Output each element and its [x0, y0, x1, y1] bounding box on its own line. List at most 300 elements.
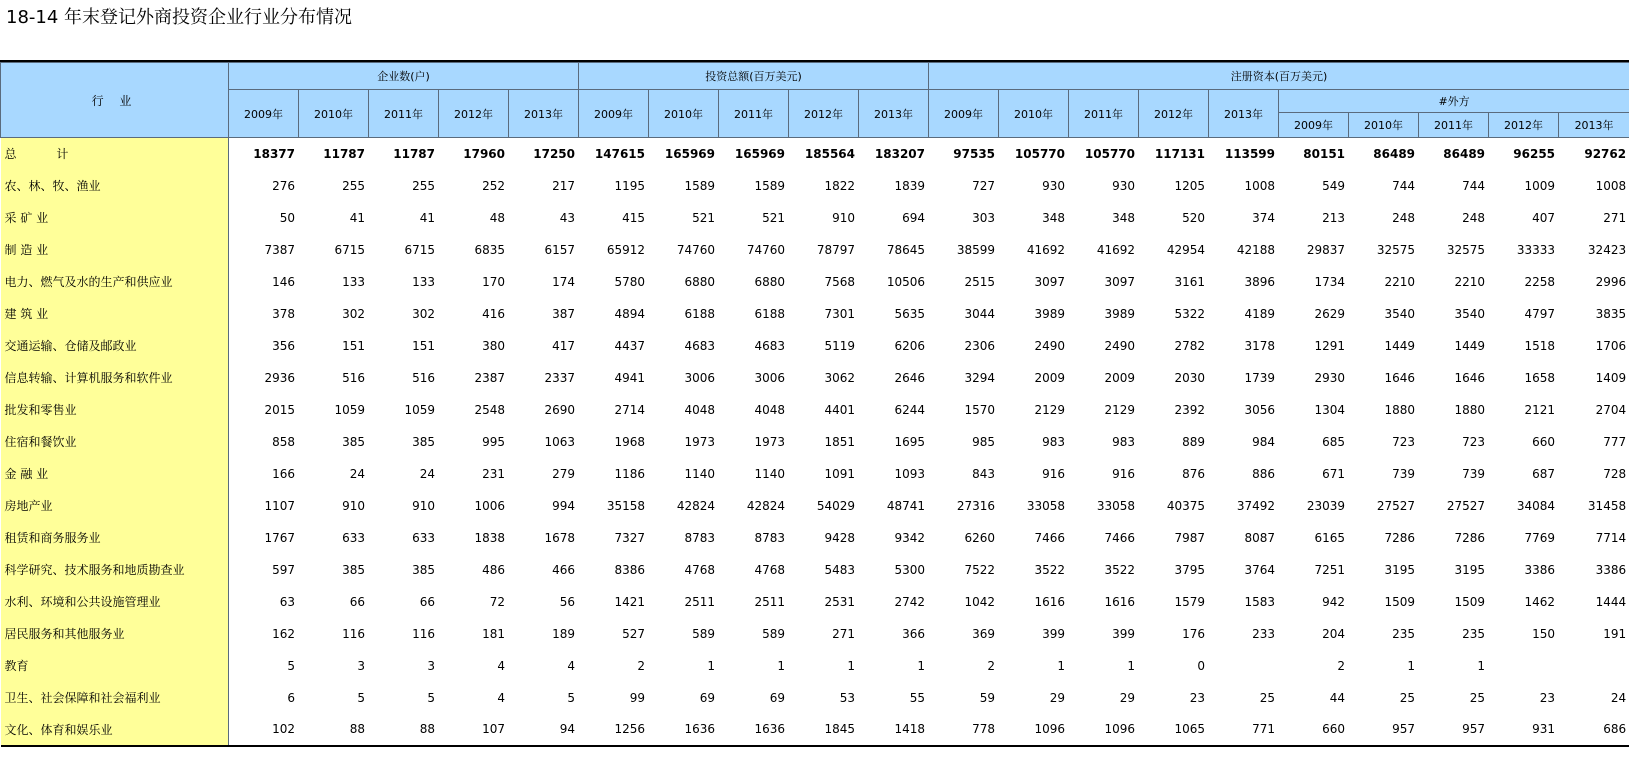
value-cell: 348 — [1112, 210, 1136, 225]
year-header-investment-2013: 2013年 — [859, 90, 929, 138]
year-header-enterprises-2012: 2012年 — [439, 90, 509, 138]
value-cell: 133 — [412, 274, 435, 289]
value-cell: 113599 — [1224, 146, 1276, 161]
value-cell: 1583 — [1244, 594, 1276, 609]
value-cell: 6165 — [1314, 530, 1346, 545]
investment-group-header: 投资总额(百万美元) — [579, 63, 929, 90]
value-cell: 105770 — [1014, 146, 1066, 161]
value-cell: 3386 — [1595, 562, 1627, 577]
table-row — [1, 426, 1629, 458]
value-cell: 5780 — [614, 274, 645, 289]
value-cell: 385 — [342, 562, 365, 577]
value-cell: 4 — [497, 658, 505, 673]
value-cell: 8783 — [754, 530, 785, 545]
value-cell: 3161 — [1174, 274, 1206, 289]
value-cell: 1 — [1127, 658, 1136, 673]
value-cell: 1 — [1057, 658, 1066, 673]
value-cell: 771 — [1209, 714, 1279, 746]
value-cell: 1968 — [614, 434, 645, 449]
value-cell: 660 — [1532, 434, 1556, 449]
year-header-enterprises-2009: 2009年 — [229, 90, 299, 138]
value-cell: 2930 — [1314, 370, 1346, 385]
value-cell: 2 — [987, 658, 996, 673]
value-cell: 1739 — [1244, 370, 1276, 385]
value-cell: 407 — [1532, 210, 1556, 225]
value-cell: 9342 — [894, 530, 926, 545]
value-cell: 271 — [832, 626, 855, 641]
value-cell: 3195 — [1454, 562, 1486, 577]
value-cell: 248 — [1392, 210, 1416, 225]
value-cell: 3896 — [1244, 274, 1276, 289]
value-cell — [1489, 650, 1559, 682]
value-cell: 102 — [229, 714, 299, 746]
value-cell: 1140 — [684, 466, 715, 481]
value-cell: 1096 — [999, 714, 1069, 746]
year-header-enterprises-2010: 2010年 — [299, 90, 369, 138]
value-cell: 32423 — [1587, 242, 1627, 257]
value-cell: 1059 — [334, 402, 365, 417]
value-cell: 2704 — [1595, 402, 1627, 417]
value-cell: 37492 — [1236, 498, 1276, 513]
enterprises-group-header: 企业数(户) — [229, 63, 579, 90]
industry-name-cell: 电力、燃气及水的生产和供应业 — [1, 266, 229, 298]
value-cell: 34084 — [1516, 498, 1556, 513]
value-cell: 7466 — [1034, 530, 1066, 545]
value-cell: 2548 — [474, 402, 505, 417]
value-cell: 369 — [972, 626, 996, 641]
value-cell: 1616 — [1104, 594, 1136, 609]
industry-name-cell: 卫生、社会保障和社会福利业 — [1, 682, 229, 714]
value-cell: 176 — [1182, 626, 1206, 641]
value-cell: 3006 — [754, 370, 785, 385]
value-cell: 930 — [1112, 178, 1136, 193]
value-cell: 6244 — [894, 402, 926, 417]
value-cell: 2742 — [894, 594, 926, 609]
value-cell: 1509 — [1384, 594, 1416, 609]
value-cell: 2306 — [964, 338, 996, 353]
value-cell: 183207 — [874, 146, 926, 161]
table-row — [1, 298, 1629, 330]
value-cell: 5483 — [824, 562, 855, 577]
value-cell: 97535 — [953, 146, 996, 161]
year-header-enterprises-2013: 2013年 — [509, 90, 579, 138]
value-cell: 24 — [1610, 690, 1627, 705]
industry-name-cell: 批发和零售业 — [1, 394, 229, 426]
value-cell: 2531 — [824, 594, 855, 609]
value-cell: 63 — [279, 594, 295, 609]
value-cell: 255 — [342, 178, 365, 193]
value-cell: 385 — [412, 434, 435, 449]
value-cell: 2337 — [544, 370, 575, 385]
value-cell: 589 — [692, 626, 715, 641]
value-cell: 185564 — [804, 146, 855, 161]
value-cell: 25 — [1259, 690, 1276, 705]
value-cell: 74760 — [676, 242, 715, 257]
value-cell: 3097 — [1034, 274, 1066, 289]
table-row — [1, 586, 1629, 618]
value-cell: 385 — [342, 434, 365, 449]
value-cell: 174 — [552, 274, 575, 289]
value-cell: 6715 — [334, 242, 365, 257]
value-cell: 4048 — [754, 402, 785, 417]
value-cell: 1616 — [1034, 594, 1066, 609]
value-cell: 1186 — [614, 466, 645, 481]
value-cell: 957 — [1349, 714, 1419, 746]
value-cell: 33058 — [1096, 498, 1136, 513]
value-cell: 1449 — [1384, 338, 1416, 353]
value-cell: 4768 — [684, 562, 715, 577]
value-cell: 4048 — [684, 402, 715, 417]
value-cell: 162 — [272, 626, 295, 641]
value-cell: 744 — [1462, 178, 1486, 193]
value-cell: 18377 — [253, 146, 295, 161]
value-cell: 3062 — [824, 370, 855, 385]
value-cell: 271 — [1603, 210, 1627, 225]
page-title: 18-14 年末登记外商投资企业行业分布情况 — [6, 7, 353, 28]
value-cell: 843 — [972, 466, 996, 481]
value-cell: 3989 — [1034, 306, 1066, 321]
value-cell: 2392 — [1174, 402, 1206, 417]
value-cell: 35158 — [606, 498, 645, 513]
value-cell: 660 — [1279, 714, 1349, 746]
value-cell: 1570 — [964, 402, 996, 417]
value-cell: 11787 — [323, 146, 365, 161]
value-cell: 4437 — [614, 338, 645, 353]
value-cell: 66 — [349, 594, 365, 609]
year-header-foreign-2010: 2010年 — [1349, 113, 1419, 138]
registered-capital-group-header: 注册资本(百万美元) — [929, 63, 1629, 90]
value-cell: 1839 — [894, 178, 926, 193]
value-cell: 78797 — [816, 242, 855, 257]
value-cell: 1091 — [824, 466, 855, 481]
value-cell: 11787 — [393, 146, 435, 161]
value-cell: 27316 — [956, 498, 996, 513]
table-row — [1, 362, 1629, 394]
value-cell: 486 — [482, 562, 505, 577]
value-cell: 1734 — [1314, 274, 1346, 289]
value-cell: 5 — [287, 658, 295, 673]
value-cell: 2490 — [1104, 338, 1136, 353]
value-cell: 92762 — [1584, 146, 1627, 161]
value-cell: 1065 — [1139, 714, 1209, 746]
value-cell: 2490 — [1034, 338, 1066, 353]
value-cell: 33333 — [1516, 242, 1556, 257]
value-cell: 930 — [1042, 178, 1066, 193]
value-cell: 7286 — [1454, 530, 1486, 545]
industry-name-cell: 建 筑 业 — [1, 298, 229, 330]
table-row — [1, 522, 1629, 554]
value-cell: 1140 — [754, 466, 785, 481]
value-cell: 1093 — [894, 466, 926, 481]
value-cell: 910 — [342, 498, 365, 513]
value-cell: 983 — [1042, 434, 1066, 449]
value-cell: 151 — [412, 338, 435, 353]
value-cell: 65912 — [606, 242, 645, 257]
value-cell: 994 — [552, 498, 575, 513]
value-cell: 151 — [342, 338, 365, 353]
value-cell: 910 — [412, 498, 435, 513]
value-cell: 7769 — [1524, 530, 1556, 545]
table-row — [1, 618, 1629, 650]
value-cell: 633 — [412, 530, 435, 545]
value-cell: 233 — [1252, 626, 1276, 641]
value-cell: 6 — [287, 690, 295, 705]
value-cell: 9428 — [824, 530, 855, 545]
value-cell: 2646 — [894, 370, 926, 385]
value-cell: 6188 — [684, 306, 715, 321]
value-cell: 54029 — [816, 498, 855, 513]
value-cell: 983 — [1112, 434, 1136, 449]
value-cell: 3522 — [1104, 562, 1136, 577]
value-cell: 50 — [279, 210, 295, 225]
value-cell — [1559, 650, 1629, 682]
value-cell: 910 — [832, 210, 855, 225]
value-cell: 1009 — [1524, 178, 1556, 193]
value-cell: 2511 — [684, 594, 715, 609]
foreign-party-group-header: #外方 — [1279, 90, 1629, 113]
value-cell: 24 — [419, 466, 435, 481]
value-cell: 348 — [1042, 210, 1066, 225]
industry-name-cell: 总 计 — [1, 138, 229, 170]
year-header-foreign-2012: 2012年 — [1489, 113, 1559, 138]
value-cell: 66 — [419, 594, 435, 609]
value-cell: 48 — [489, 210, 505, 225]
value-cell: 466 — [552, 562, 575, 577]
value-cell: 671 — [1322, 466, 1346, 481]
value-cell: 42824 — [746, 498, 785, 513]
value-cell: 235 — [1392, 626, 1416, 641]
value-cell: 4683 — [754, 338, 785, 353]
value-cell: 86489 — [1443, 146, 1486, 161]
value-cell: 133 — [342, 274, 365, 289]
value-cell: 2714 — [614, 402, 645, 417]
value-cell: 166 — [272, 466, 295, 481]
industry-name-cell: 交通运输、仓储及邮政业 — [1, 330, 229, 362]
value-cell: 3195 — [1384, 562, 1416, 577]
value-cell: 527 — [622, 626, 645, 641]
value-cell: 25 — [1399, 690, 1416, 705]
value-cell: 1195 — [614, 178, 645, 193]
value-cell: 4 — [497, 690, 505, 705]
value-cell: 235 — [1462, 626, 1486, 641]
value-cell: 74760 — [746, 242, 785, 257]
value-cell: 6715 — [404, 242, 435, 257]
value-cell: 3 — [357, 658, 365, 673]
value-cell: 6880 — [754, 274, 785, 289]
value-cell: 181 — [482, 626, 505, 641]
table-row — [1, 138, 1629, 170]
value-cell: 4189 — [1244, 306, 1276, 321]
value-cell: 942 — [1322, 594, 1346, 609]
value-cell: 7466 — [1104, 530, 1136, 545]
value-cell: 217 — [552, 178, 575, 193]
value-cell: 27527 — [1376, 498, 1416, 513]
value-cell: 1851 — [824, 434, 855, 449]
value-cell: 520 — [1182, 210, 1206, 225]
value-cell: 4768 — [754, 562, 785, 577]
value-cell: 886 — [1252, 466, 1276, 481]
value-cell: 24 — [349, 466, 365, 481]
industry-name-cell: 科学研究、技术服务和地质勘查业 — [1, 554, 229, 586]
value-cell: 1096 — [1069, 714, 1139, 746]
table-row — [1, 202, 1629, 234]
value-cell: 116 — [342, 626, 365, 641]
value-cell: 2936 — [264, 370, 295, 385]
value-cell: 1767 — [264, 530, 295, 545]
value-cell: 94 — [509, 714, 579, 746]
value-cell: 1444 — [1595, 594, 1627, 609]
value-cell: 549 — [1322, 178, 1346, 193]
industry-name-cell: 制 造 业 — [1, 234, 229, 266]
value-cell: 1589 — [684, 178, 715, 193]
value-cell: 72 — [489, 594, 505, 609]
value-cell: 417 — [552, 338, 575, 353]
value-cell: 5119 — [824, 338, 855, 353]
value-cell: 1695 — [894, 434, 926, 449]
value-cell: 521 — [762, 210, 785, 225]
value-cell: 10506 — [886, 274, 926, 289]
value-cell: 17250 — [533, 146, 575, 161]
value-cell: 96255 — [1513, 146, 1556, 161]
value-cell: 2515 — [964, 274, 996, 289]
value-cell: 1646 — [1454, 370, 1486, 385]
value-cell: 1706 — [1595, 338, 1627, 353]
value-cell: 27527 — [1446, 498, 1486, 513]
industry-name-cell: 教育 — [1, 650, 229, 682]
value-cell: 399 — [1112, 626, 1136, 641]
value-cell: 42954 — [1166, 242, 1206, 257]
industry-name-cell: 租赁和商务服务业 — [1, 522, 229, 554]
industry-name-cell: 信息转输、计算机服务和软件业 — [1, 362, 229, 394]
value-cell: 146 — [272, 274, 295, 289]
value-cell: 279 — [552, 466, 575, 481]
value-cell: 1 — [707, 658, 715, 673]
value-cell: 7327 — [614, 530, 645, 545]
value-cell: 3 — [427, 658, 435, 673]
value-cell: 7387 — [264, 242, 295, 257]
value-cell: 1304 — [1314, 402, 1346, 417]
value-cell: 1838 — [474, 530, 505, 545]
value-cell: 2009 — [1034, 370, 1066, 385]
value-cell: 1636 — [649, 714, 719, 746]
value-cell: 916 — [1112, 466, 1136, 481]
year-header-investment-2011: 2011年 — [719, 90, 789, 138]
value-cell: 1509 — [1454, 594, 1486, 609]
value-cell: 6157 — [544, 242, 575, 257]
value-cell: 29 — [1049, 690, 1066, 705]
value-cell: 7301 — [824, 306, 855, 321]
year-header-registered-2012: 2012年 — [1139, 90, 1209, 138]
value-cell: 2690 — [544, 402, 575, 417]
value-cell: 116 — [412, 626, 435, 641]
value-cell: 4401 — [824, 402, 855, 417]
value-cell: 1008 — [1595, 178, 1627, 193]
year-header-investment-2010: 2010年 — [649, 90, 719, 138]
value-cell: 385 — [412, 562, 435, 577]
value-cell: 3097 — [1104, 274, 1136, 289]
value-cell: 1059 — [404, 402, 435, 417]
value-cell: 55 — [909, 690, 926, 705]
value-cell: 957 — [1419, 714, 1489, 746]
industry-name-cell: 住宿和餐饮业 — [1, 426, 229, 458]
value-cell: 42824 — [676, 498, 715, 513]
year-header-investment-2009: 2009年 — [579, 90, 649, 138]
value-cell: 2 — [1337, 658, 1346, 673]
value-cell: 3835 — [1595, 306, 1627, 321]
value-cell: 29 — [1119, 690, 1136, 705]
table-row — [1, 554, 1629, 586]
value-cell: 88 — [369, 714, 439, 746]
year-header-registered-2010: 2010年 — [999, 90, 1069, 138]
industry-name-cell: 金 融 业 — [1, 458, 229, 490]
value-cell: 4894 — [614, 306, 645, 321]
value-cell: 165969 — [664, 146, 715, 161]
value-cell: 597 — [272, 562, 295, 577]
value-cell: 3056 — [1244, 402, 1276, 417]
year-header-investment-2012: 2012年 — [789, 90, 859, 138]
value-cell: 165969 — [734, 146, 785, 161]
table-row — [1, 234, 1629, 266]
value-cell: 1518 — [1524, 338, 1556, 353]
value-cell: 23 — [1539, 690, 1556, 705]
industry-name-cell: 居民服务和其他服务业 — [1, 618, 229, 650]
value-cell: 99 — [629, 690, 645, 705]
table-row — [1, 682, 1629, 714]
value-cell: 42188 — [1236, 242, 1276, 257]
value-cell: 17960 — [463, 146, 505, 161]
value-cell: 1973 — [684, 434, 715, 449]
value-cell: 252 — [482, 178, 505, 193]
value-cell: 2782 — [1174, 338, 1206, 353]
value-cell: 416 — [482, 306, 505, 321]
value-cell: 727 — [972, 178, 996, 193]
value-cell: 1107 — [264, 498, 295, 513]
year-header-registered-2013: 2013年 — [1209, 90, 1279, 138]
value-cell: 2511 — [754, 594, 785, 609]
value-cell: 2015 — [264, 402, 295, 417]
year-header-enterprises-2011: 2011年 — [369, 90, 439, 138]
value-cell: 29837 — [1306, 242, 1346, 257]
value-cell: 231 — [482, 466, 505, 481]
value-cell: 6880 — [684, 274, 715, 289]
value-cell: 1256 — [579, 714, 649, 746]
value-cell: 415 — [622, 210, 645, 225]
value-cell: 191 — [1603, 626, 1627, 641]
value-cell: 3795 — [1174, 562, 1206, 577]
value-cell: 7522 — [964, 562, 996, 577]
value-cell: 2 — [637, 658, 645, 673]
value-cell: 2009 — [1104, 370, 1136, 385]
value-cell: 4941 — [614, 370, 645, 385]
value-cell: 78645 — [886, 242, 926, 257]
value-cell: 3294 — [964, 370, 996, 385]
value-cell: 248 — [1462, 210, 1486, 225]
value-cell: 6188 — [754, 306, 785, 321]
value-cell: 3178 — [1244, 338, 1276, 353]
value-cell: 378 — [272, 306, 295, 321]
value-cell: 356 — [272, 338, 295, 353]
year-header-foreign-2013: 2013年 — [1559, 113, 1629, 138]
value-cell: 1845 — [789, 714, 859, 746]
value-cell: 876 — [1182, 466, 1206, 481]
value-cell: 1291 — [1314, 338, 1346, 353]
value-cell: 4683 — [684, 338, 715, 353]
value-cell: 2629 — [1314, 306, 1346, 321]
value-cell: 302 — [412, 306, 435, 321]
value-cell: 150 — [1532, 626, 1556, 641]
table-row — [1, 330, 1629, 362]
year-header-foreign-2011: 2011年 — [1419, 113, 1489, 138]
